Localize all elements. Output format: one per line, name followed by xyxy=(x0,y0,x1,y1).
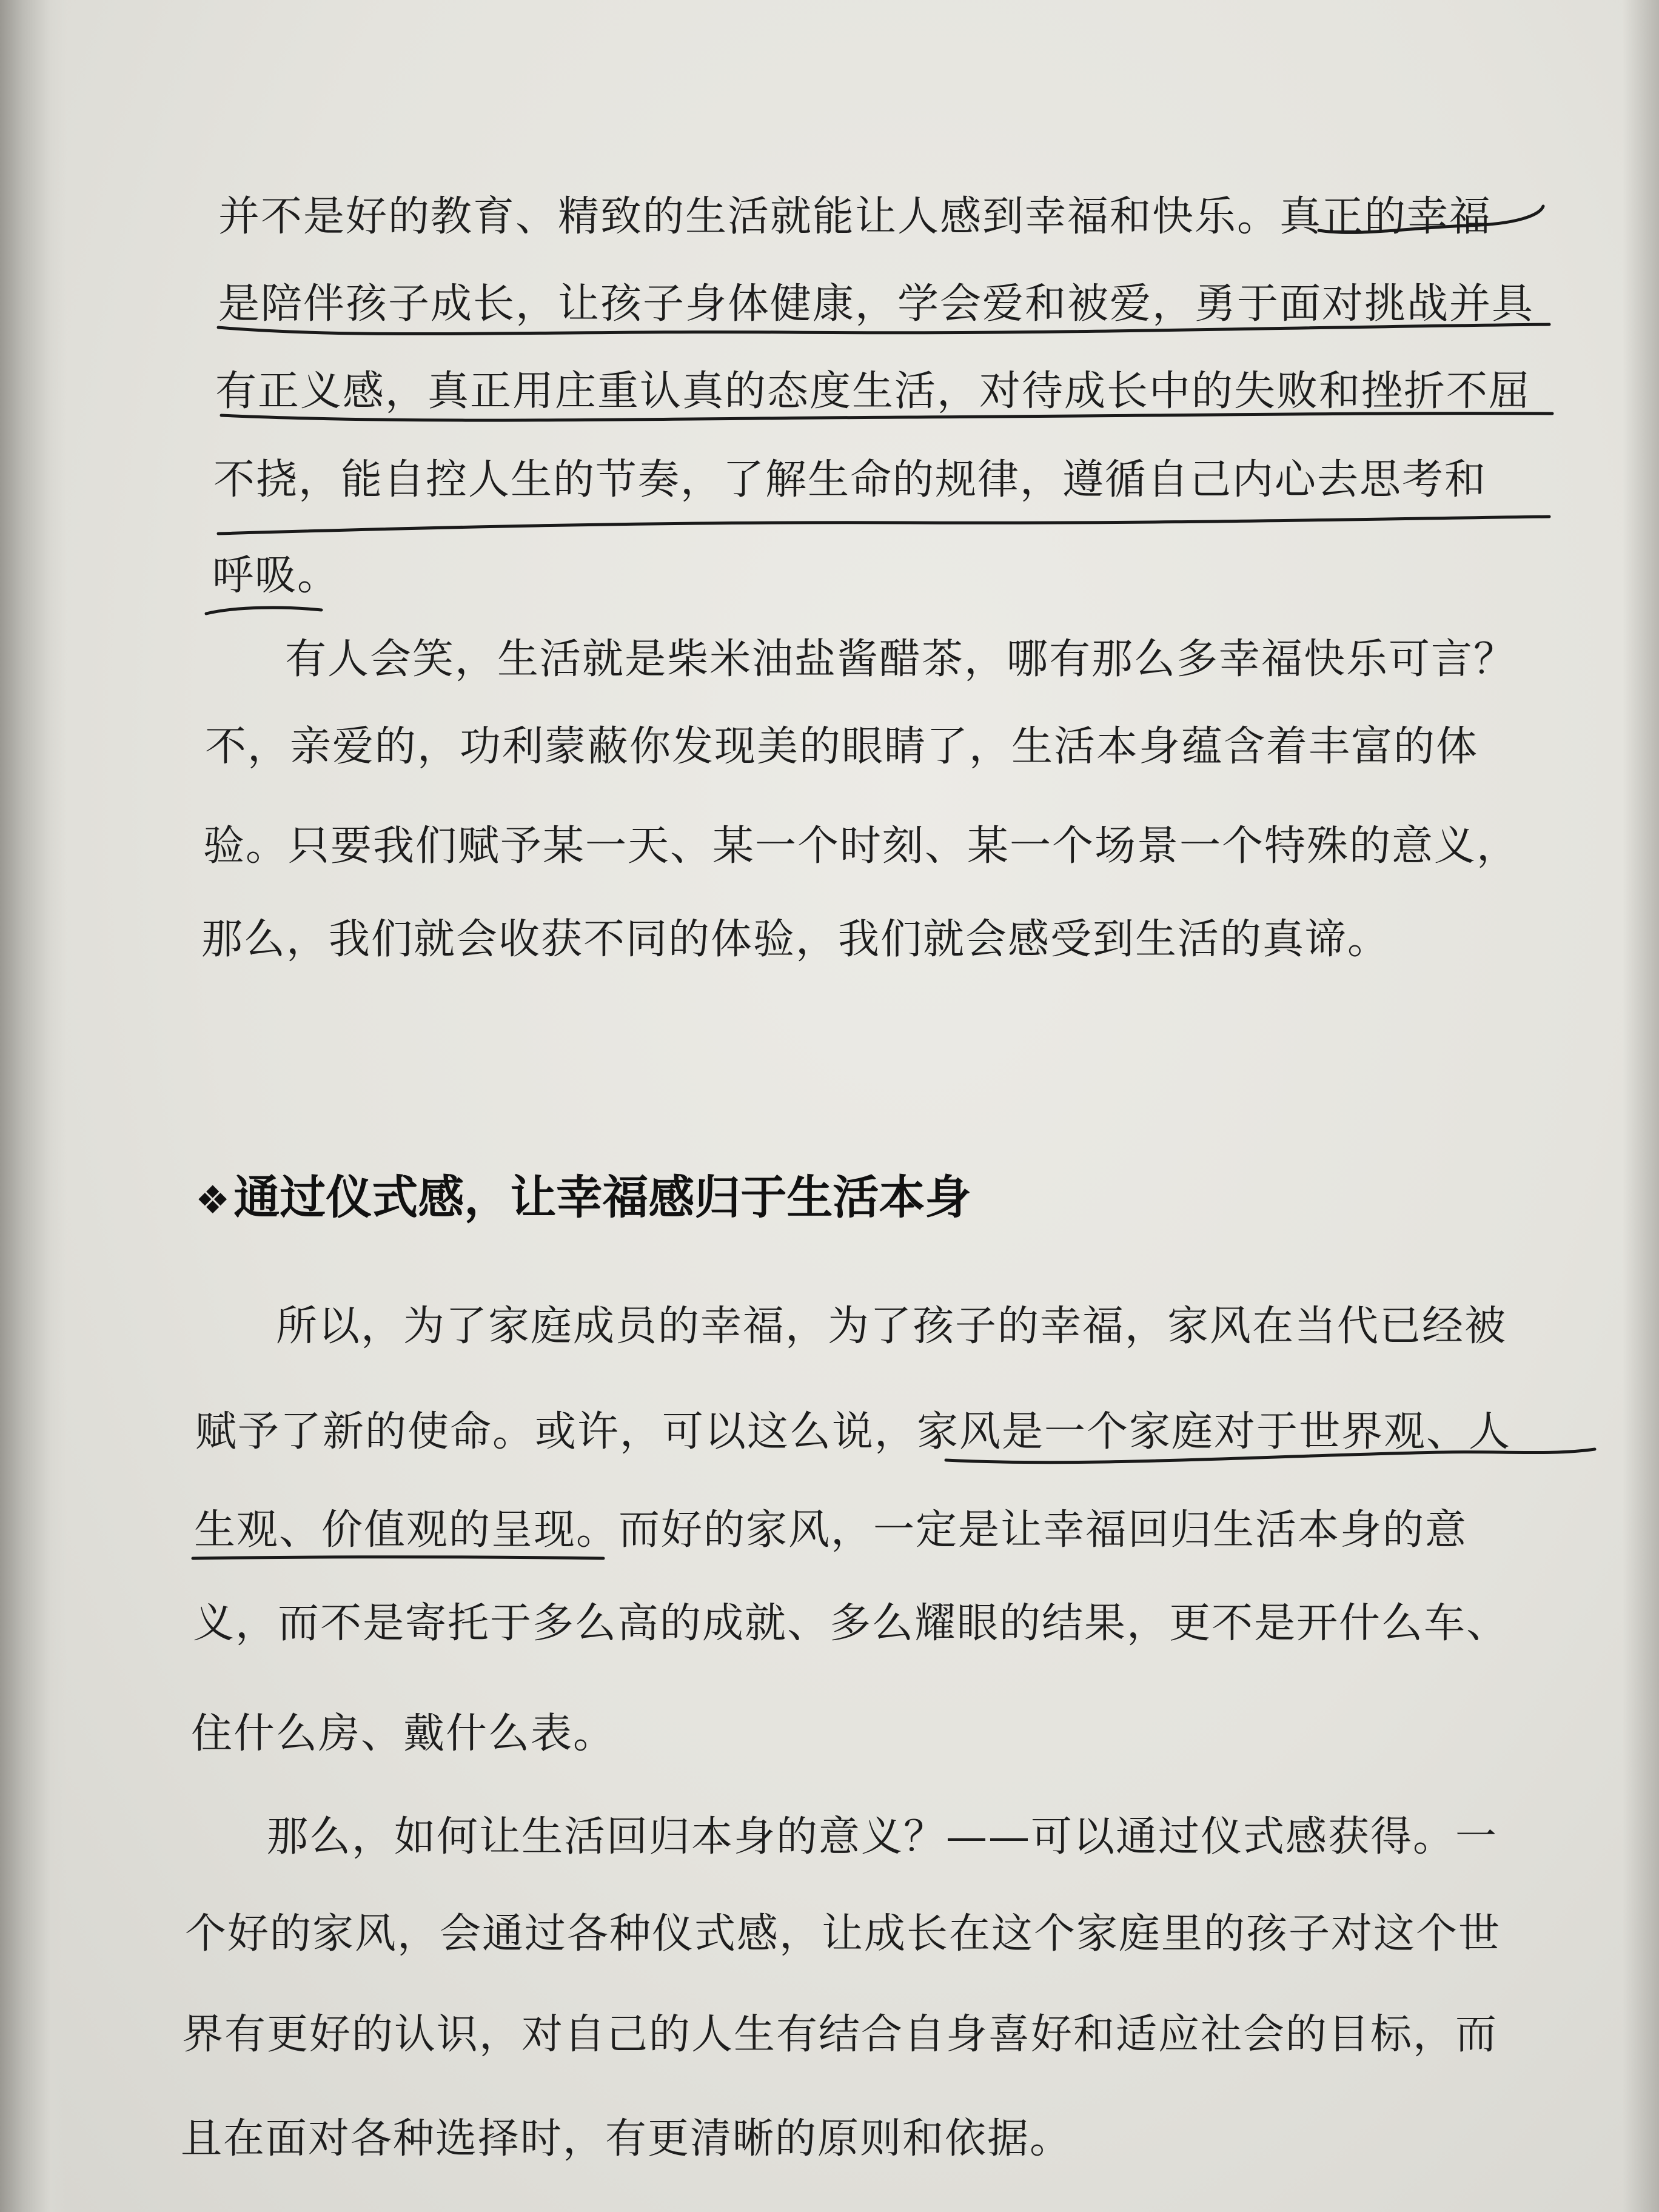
section-heading-text: 通过仪式感，让幸福感归于生活本身 xyxy=(233,1170,971,1224)
paragraph-2-line-4: 那么，我们就会收获不同的体验，我们就会感受到生活的真谛。 xyxy=(201,916,1390,964)
section-heading xyxy=(195,1170,971,1228)
book-spine-shadow xyxy=(0,0,67,2212)
paragraph-1-line-4: 不挠，能自控人生的节奏，了解生命的规律，遵循自己内心去思考和 xyxy=(213,456,1487,504)
paragraph-4-line-2: 个好的家风，会通过各种仪式感，让成长在这个家庭里的孩子对这个世 xyxy=(185,1910,1501,1958)
paragraph-2-line-2: 不，亲爱的，功利蒙蔽你发现美的眼睛了，生活本身蕴含着丰富的体 xyxy=(205,723,1479,771)
paragraph-2-line-1: 有人会笑，生活就是柴米油盐酱醋茶，哪有那么多幸福快乐可言？ xyxy=(285,635,1517,683)
paragraph-3-line-4: 义，而不是寄托于多么高的成就、多么耀眼的结果，更不是开什么车、 xyxy=(193,1600,1509,1647)
paragraph-4-line-3: 界有更好的认识，对自己的人生有结合自身喜好和适应社会的目标，而 xyxy=(182,2011,1498,2059)
paragraph-1-line-1: 并不是好的教育、精致的生活就能让人感到幸福和快乐。真正的幸福 xyxy=(218,193,1492,241)
paragraph-1-line-5: 呼吸。 xyxy=(212,552,340,600)
paragraph-1-line-3: 有正义感，真正用庄重认真的态度生活，对待成长中的失败和挫折不屈 xyxy=(215,367,1532,415)
paragraph-3-line-3: 生观、价值观的呈现。而好的家风，一定是让幸福回归生活本身的意 xyxy=(194,1506,1468,1554)
paragraph-4-line-4: 且在面对各种选择时，有更清晰的原则和依据。 xyxy=(181,2115,1073,2163)
page-edge-shadow xyxy=(1623,0,1659,2212)
paragraph-2-line-3: 验。只要我们赋予某一天、某一个时刻、某一个场景一个特殊的意义， xyxy=(203,822,1520,870)
diamond-bullet-icon: ❖ xyxy=(195,1178,230,1223)
underline-5 xyxy=(206,608,321,614)
underline-4 xyxy=(218,517,1549,534)
paragraph-3-line-2: 赋予了新的使命。或许，可以这么说，家风是一个家庭对于世界观、人 xyxy=(195,1408,1512,1456)
paragraph-3-line-5: 住什么房、戴什么表。 xyxy=(191,1710,616,1758)
paragraph-3-line-1: 所以，为了家庭成员的幸福，为了孩子的幸福，家风在当代已经被 xyxy=(276,1302,1507,1350)
paragraph-4-line-1: 那么，如何让生活回归本身的意义？——可以通过仪式感获得。一 xyxy=(267,1813,1498,1861)
paragraph-1-line-2: 是陪伴孩子成长，让孩子身体健康，学会爱和被爱，勇于面对挑战并具 xyxy=(218,280,1535,328)
underline-7 xyxy=(193,1557,603,1558)
